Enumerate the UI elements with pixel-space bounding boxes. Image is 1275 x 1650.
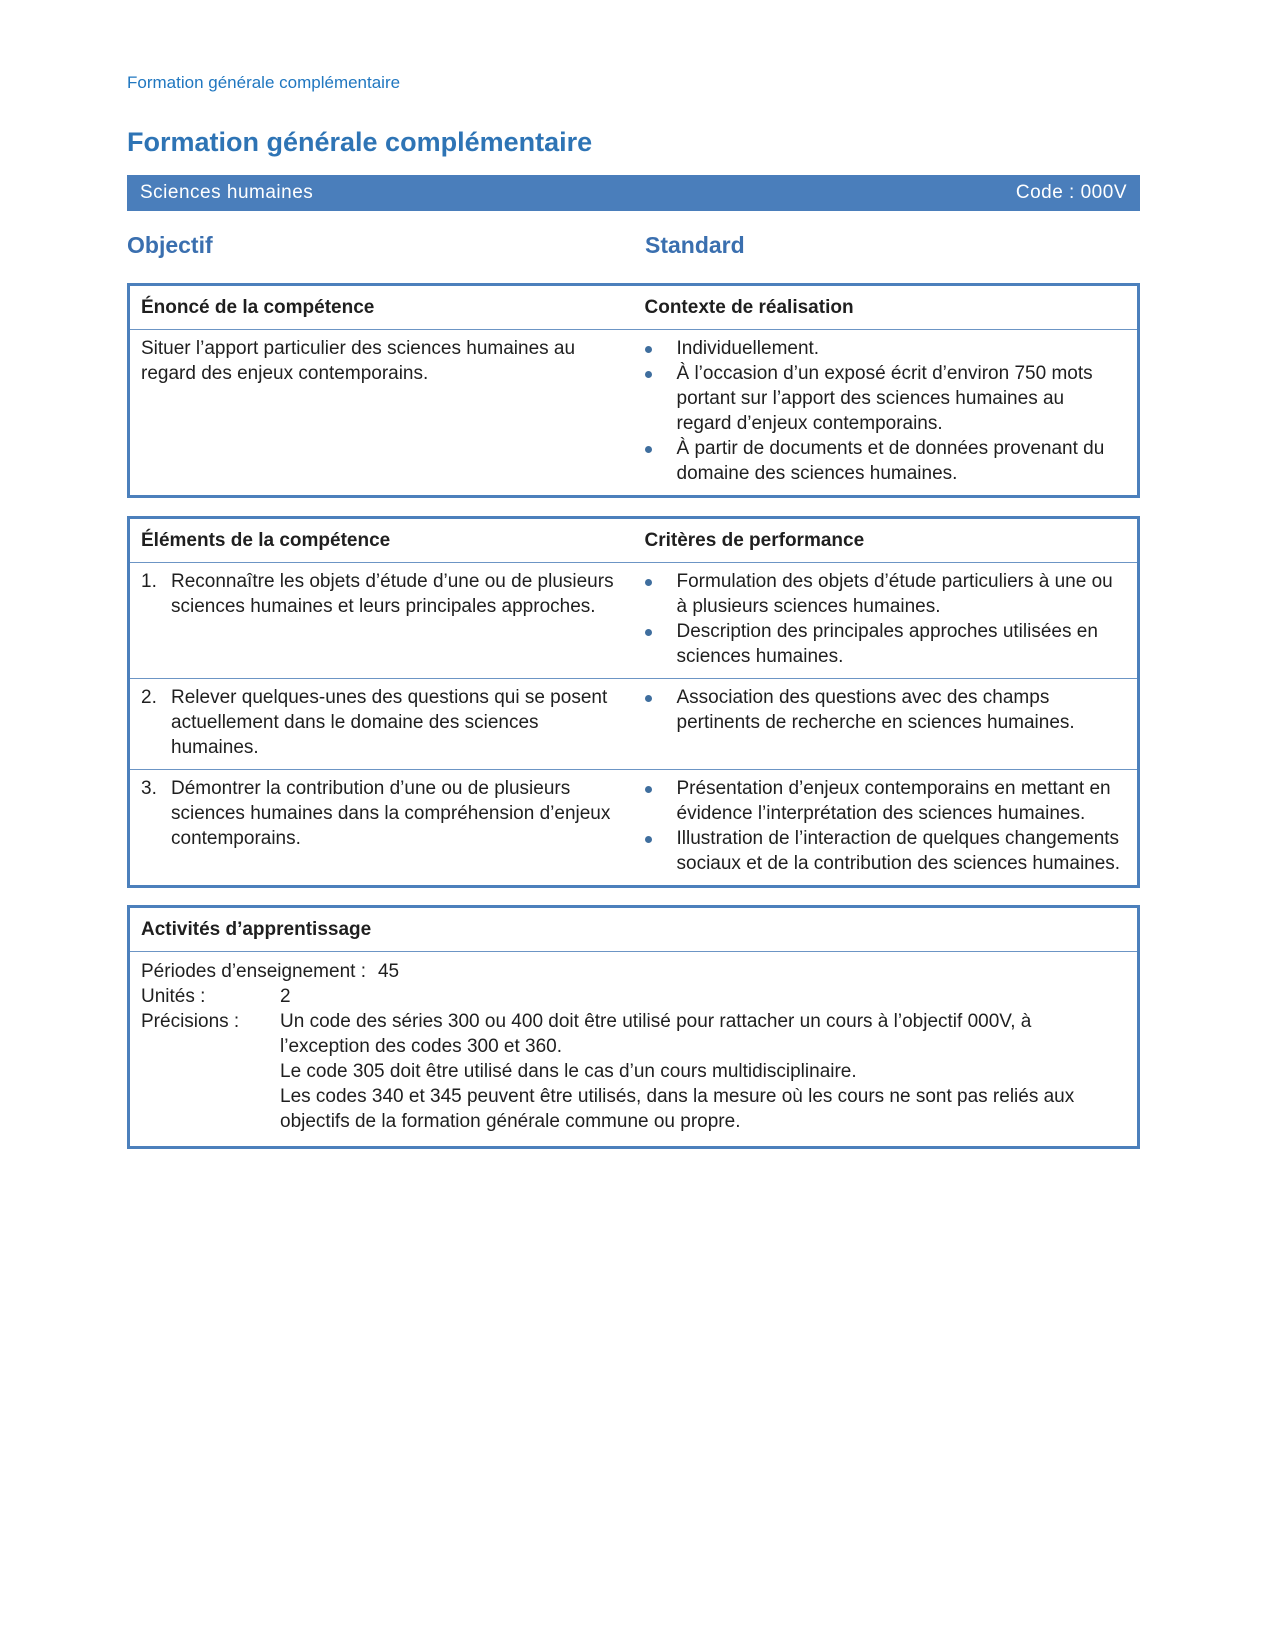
precisions-paragraphs (280, 1009, 1126, 1134)
context-bullet-list (645, 336, 1124, 486)
item-number: 1. (141, 571, 157, 592)
element-cell (130, 769, 634, 885)
competence-statement: Situer l’apport particulier des sciences humaines au regard des enjeux contemporains. (130, 329, 634, 495)
objectif-heading: Objectif (127, 232, 213, 258)
element-cell (130, 562, 634, 678)
periods-value: 45 (377, 961, 400, 982)
list-item: Illustration de l’interaction de quelques changements sociaux et de la contribution des sciences humaines. (645, 826, 1124, 876)
subject-banner (127, 175, 1140, 211)
item-text: Démontrer la contribution d’une ou de plusieurs sciences humaines dans la compréhension d’enjeux contemporains. (171, 778, 611, 849)
criteria-cell (634, 562, 1138, 678)
bullet-icon (645, 346, 652, 353)
list-item: Association des questions avec des champs pertinents de recherche en sciences humaines. (645, 685, 1124, 735)
bullet-icon (645, 579, 652, 586)
bullet-icon (645, 695, 652, 702)
units-row (141, 984, 1126, 1009)
list-item: Présentation d’enjeux contemporains en mettant en évidence l’interprétation des sciences humaines. (645, 776, 1124, 826)
standard-heading: Standard (645, 232, 745, 258)
criteria-cell (634, 769, 1138, 885)
bullet-icon (645, 629, 652, 636)
activities-body (130, 951, 1137, 1146)
activities-table (127, 905, 1140, 1149)
bullet-icon (645, 836, 652, 843)
criteria-bullet-list (645, 776, 1124, 876)
objective-table-body-row (130, 329, 1137, 495)
running-header: Formation générale complémentaire (127, 73, 401, 92)
contexte-header: Contexte de réalisation (644, 297, 854, 318)
activities-header-row (130, 908, 1137, 951)
item-text: Relever quelques-unes des questions qui se posent actuellement dans le domaine des sciences humaines. (171, 687, 608, 758)
item-number: 2. (141, 687, 157, 708)
item-number: 3. (141, 778, 157, 799)
precisions-label: Précisions : (141, 1011, 240, 1032)
enonce-header: Énoncé de la compétence (141, 297, 375, 318)
list-item: Individuellement. (645, 336, 1124, 361)
list-item: Formulation des objets d’étude particuliers à une ou à plusieurs sciences humaines. (645, 569, 1124, 619)
units-value: 2 (280, 986, 291, 1007)
list-item: Description des principales approches utilisées en sciences humaines. (645, 619, 1124, 669)
precision-paragraph: Un code des séries 300 ou 400 doit être utilisé pour rattacher un cours à l’objectif 000V, à l’exception des codes 300 et 360. (280, 1011, 1032, 1057)
precision-paragraph: Les codes 340 et 345 peuvent être utilisés, dans la mesure où les cours ne sont pas reliés aux objectifs de la formation générale commune ou propre. (280, 1086, 1075, 1132)
context-cell (634, 329, 1138, 495)
banner-code-label: Code : 000V (1015, 182, 1127, 203)
activities-body-row (130, 951, 1137, 1146)
elements-table (127, 516, 1140, 888)
objective-table-header-row (130, 286, 1137, 329)
precision-paragraph: Le code 305 doit être utilisé dans le cas d’un cours multidisciplinaire. (280, 1061, 857, 1082)
element-cell (130, 678, 634, 769)
banner-subject-label: Sciences humaines (140, 182, 314, 203)
column-headings (127, 231, 1140, 259)
item-text: Reconnaître les objets d’étude d’une ou de plusieurs sciences humaines et leurs principales approches. (171, 571, 614, 617)
list-item: À partir de documents et de données provenant du domaine des sciences humaines. (645, 436, 1124, 486)
bullet-icon (645, 786, 652, 793)
objective-table (127, 283, 1140, 498)
elements-header: Éléments de la compétence (141, 530, 391, 551)
criteres-header: Critères de performance (644, 530, 865, 551)
precisions-row (141, 1009, 1126, 1134)
numbered-item (141, 776, 620, 851)
bullet-icon (645, 371, 652, 378)
table-row (130, 562, 1137, 678)
list-item: À l’occasion d’un exposé écrit d’environ 750 mots portant sur l’apport des sciences humaines au regard d’enjeux contemporains. (645, 361, 1124, 436)
elements-table-header-row (130, 519, 1137, 562)
numbered-item (141, 685, 620, 760)
criteria-cell (634, 678, 1138, 769)
page-content (127, 0, 1140, 1149)
bullet-icon (645, 446, 652, 453)
criteria-bullet-list (645, 685, 1124, 735)
page-title: Formation générale complémentaire (127, 127, 593, 157)
table-row (130, 769, 1137, 885)
units-label: Unités : (141, 986, 206, 1007)
activities-header: Activités d’apprentissage (141, 919, 372, 940)
criteria-bullet-list (645, 569, 1124, 669)
table-row (130, 678, 1137, 769)
periods-row (141, 959, 1126, 984)
numbered-item (141, 569, 620, 619)
periods-label: Périodes d’enseignement : (141, 961, 366, 982)
